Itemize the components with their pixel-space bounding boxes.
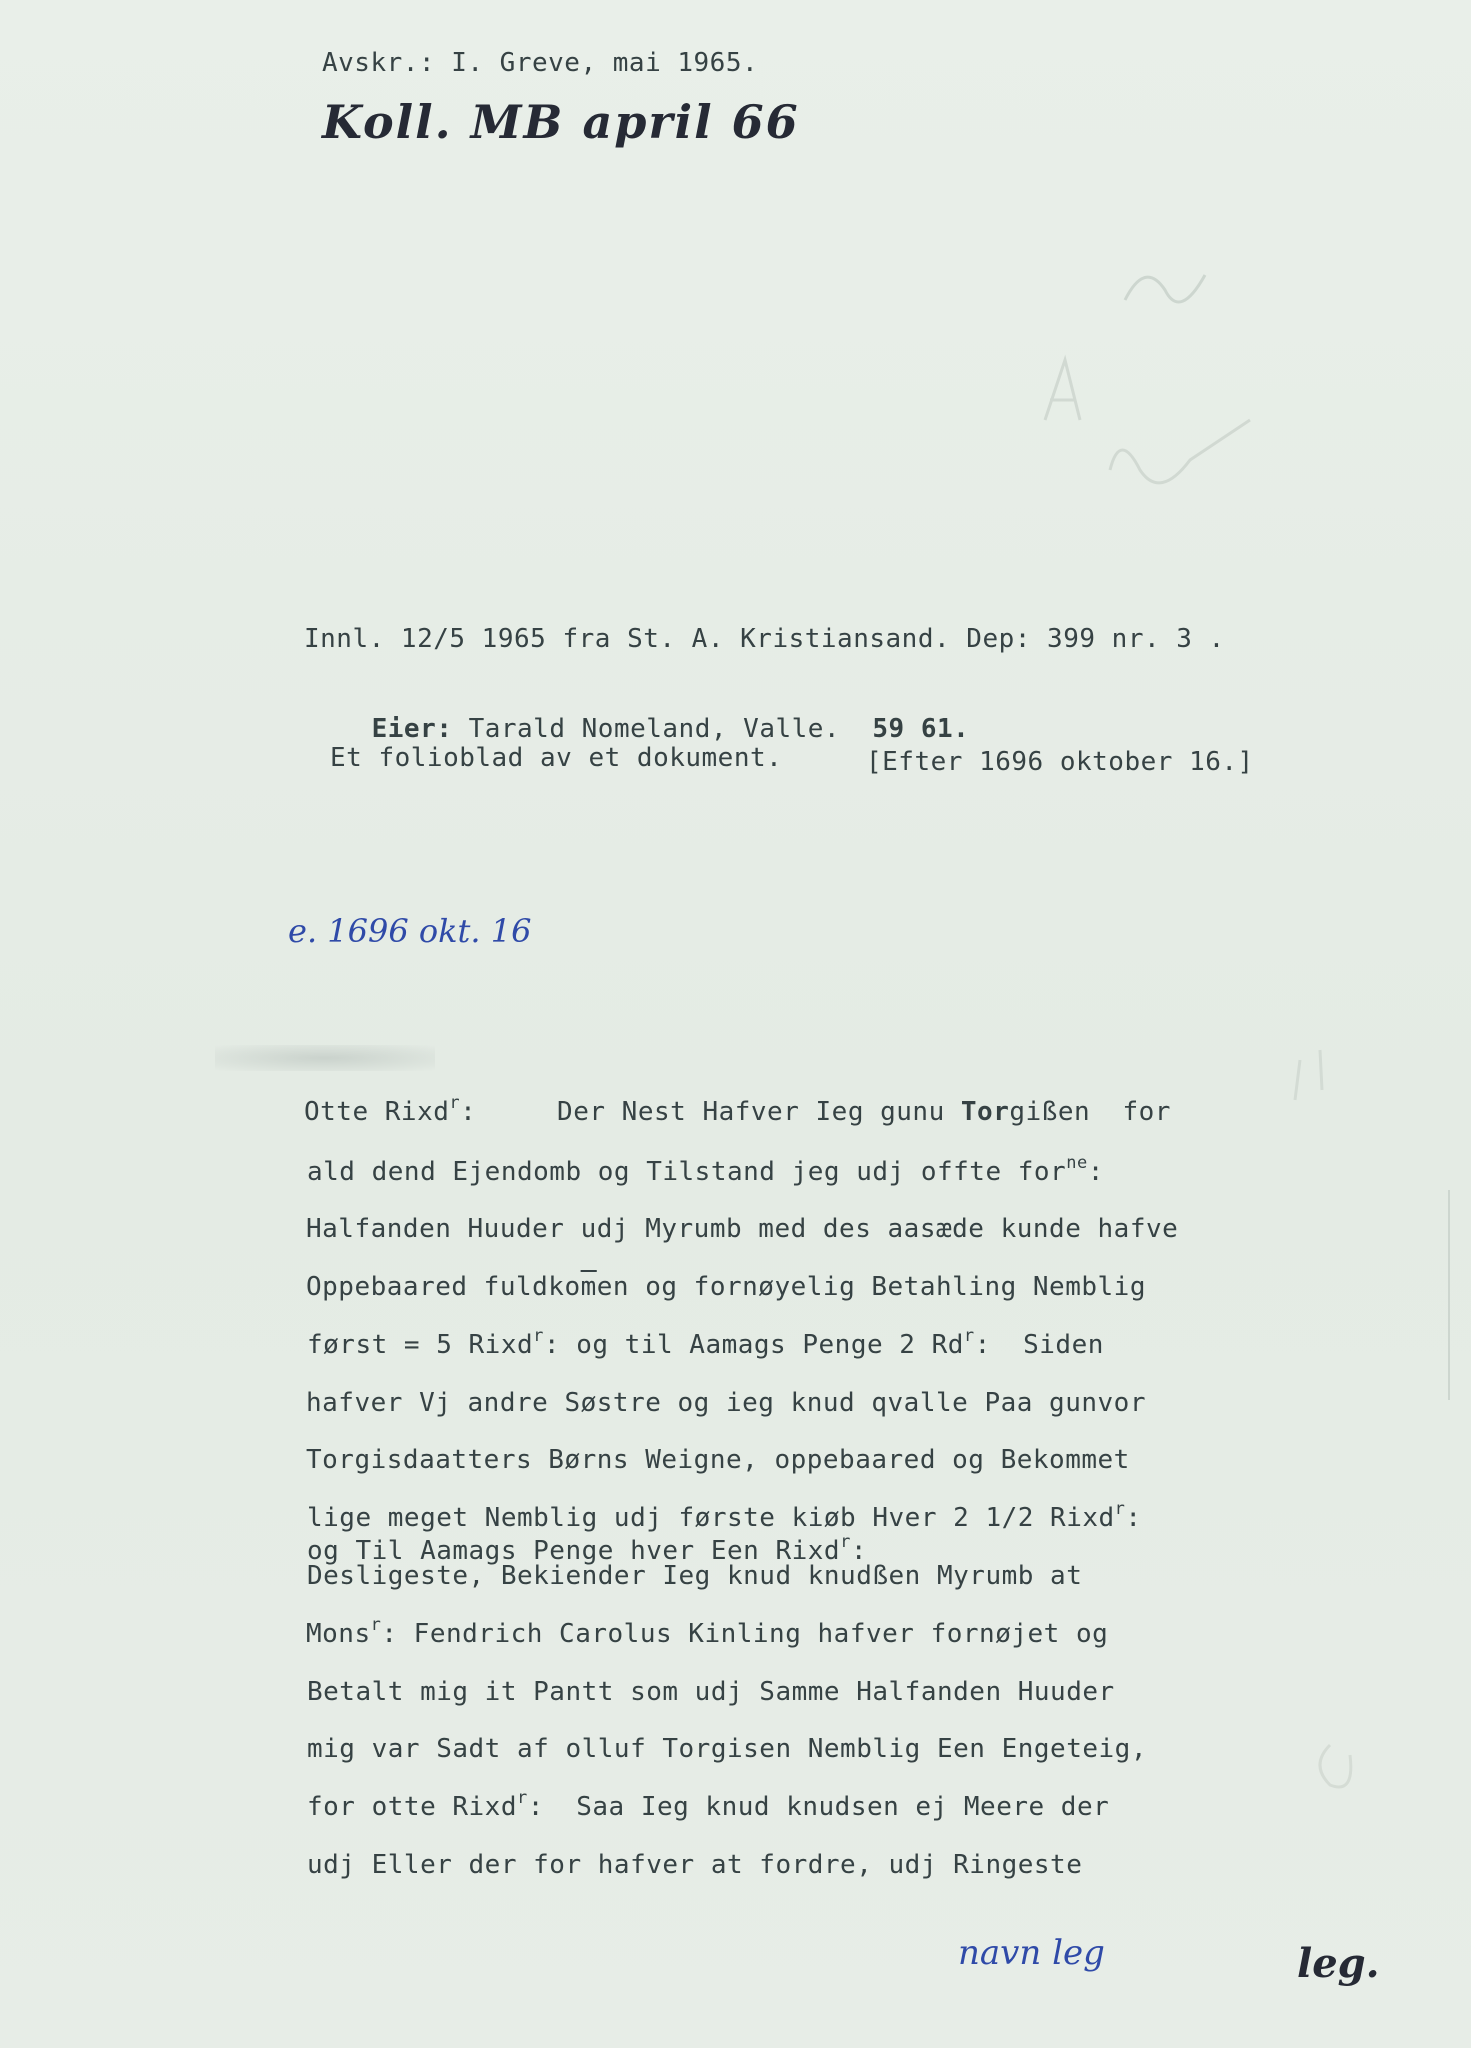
handwritten-date-note: e. 1696 okt. 16 (288, 912, 532, 950)
owner-numbers: 59 61. (872, 714, 970, 744)
body-line-10: Desligeste, Bekiender Ieg knud knudßen Myrumb at (307, 1561, 1083, 1591)
owner-label: Eier: (371, 714, 453, 744)
handwritten-footer-note: navn leg (958, 1933, 1105, 1973)
body-line-15: udj Eller der for hafver at fordre, udj Ringeste (307, 1850, 1083, 1880)
body-line-5: først = 5 Rixd$^r$: og til Aamags Penge 2 Rd$^r$: Siden (307, 1326, 1104, 1360)
body-line-12: Betalt mig it Pantt som udj Samme Halfanden Huuder (307, 1677, 1115, 1707)
body-line-7: Torgisdaatters Børns Weigne, oppebaared og Bekommet (306, 1445, 1130, 1475)
body-line-13: mig var Sadt af olluf Torgisen Nemblig Een Engeteig, (307, 1734, 1147, 1764)
handwritten-check-note: Koll. MB april 66 (322, 95, 800, 149)
body-line-4: Oppebaared $fuldko\overline{m}en$ og fornøyelig Betahling Nemblig (306, 1272, 1146, 1302)
body-line-14: for otte Rixd$^r$: Saa Ieg knud knudsen ej Meere der (307, 1788, 1110, 1822)
transcriber-line: Avskr.: I. Greve, mai 1965. (322, 48, 759, 78)
body-line-2: ald dend Ejendomb og Tilstand jeg udj offte for$^{ne}$: (307, 1153, 1104, 1187)
received-line: Innl. 12/5 1965 fra St. A. Kristiansand. Dep: 399 nr. 3 . (304, 624, 1225, 654)
owner-value: Tarald Nomeland, Valle. (468, 714, 841, 744)
date-bracket: [Efter 1696 oktober 16.] (866, 747, 1254, 777)
body-line-1: Otte Rixd$^r$: Der Nest Hafver Ieg gunu Torgißen for (304, 1093, 1171, 1127)
body-line-11: Mons$^r$: Fendrich Carolus Kinling hafver fornøjet og (306, 1615, 1109, 1649)
body-line-3: Halfanden Huuder udj Myrumb med des aasæde kunde hafve (306, 1214, 1179, 1244)
description-line: Et folioblad av et dokument. (330, 743, 783, 773)
body-line-8: lige meget Nemblig udj første kiøb Hver 2 1/2 Rixd$^r$: (307, 1499, 1142, 1533)
body-line-9: og Til Aamags Penge hver Een Rixd$^r$: (307, 1532, 867, 1566)
handwritten-footer-right: leg. (1297, 1940, 1380, 1987)
body-line-6: hafver Vj andre Søstre og ieg knud qvalle Paa gunvor (306, 1388, 1146, 1418)
